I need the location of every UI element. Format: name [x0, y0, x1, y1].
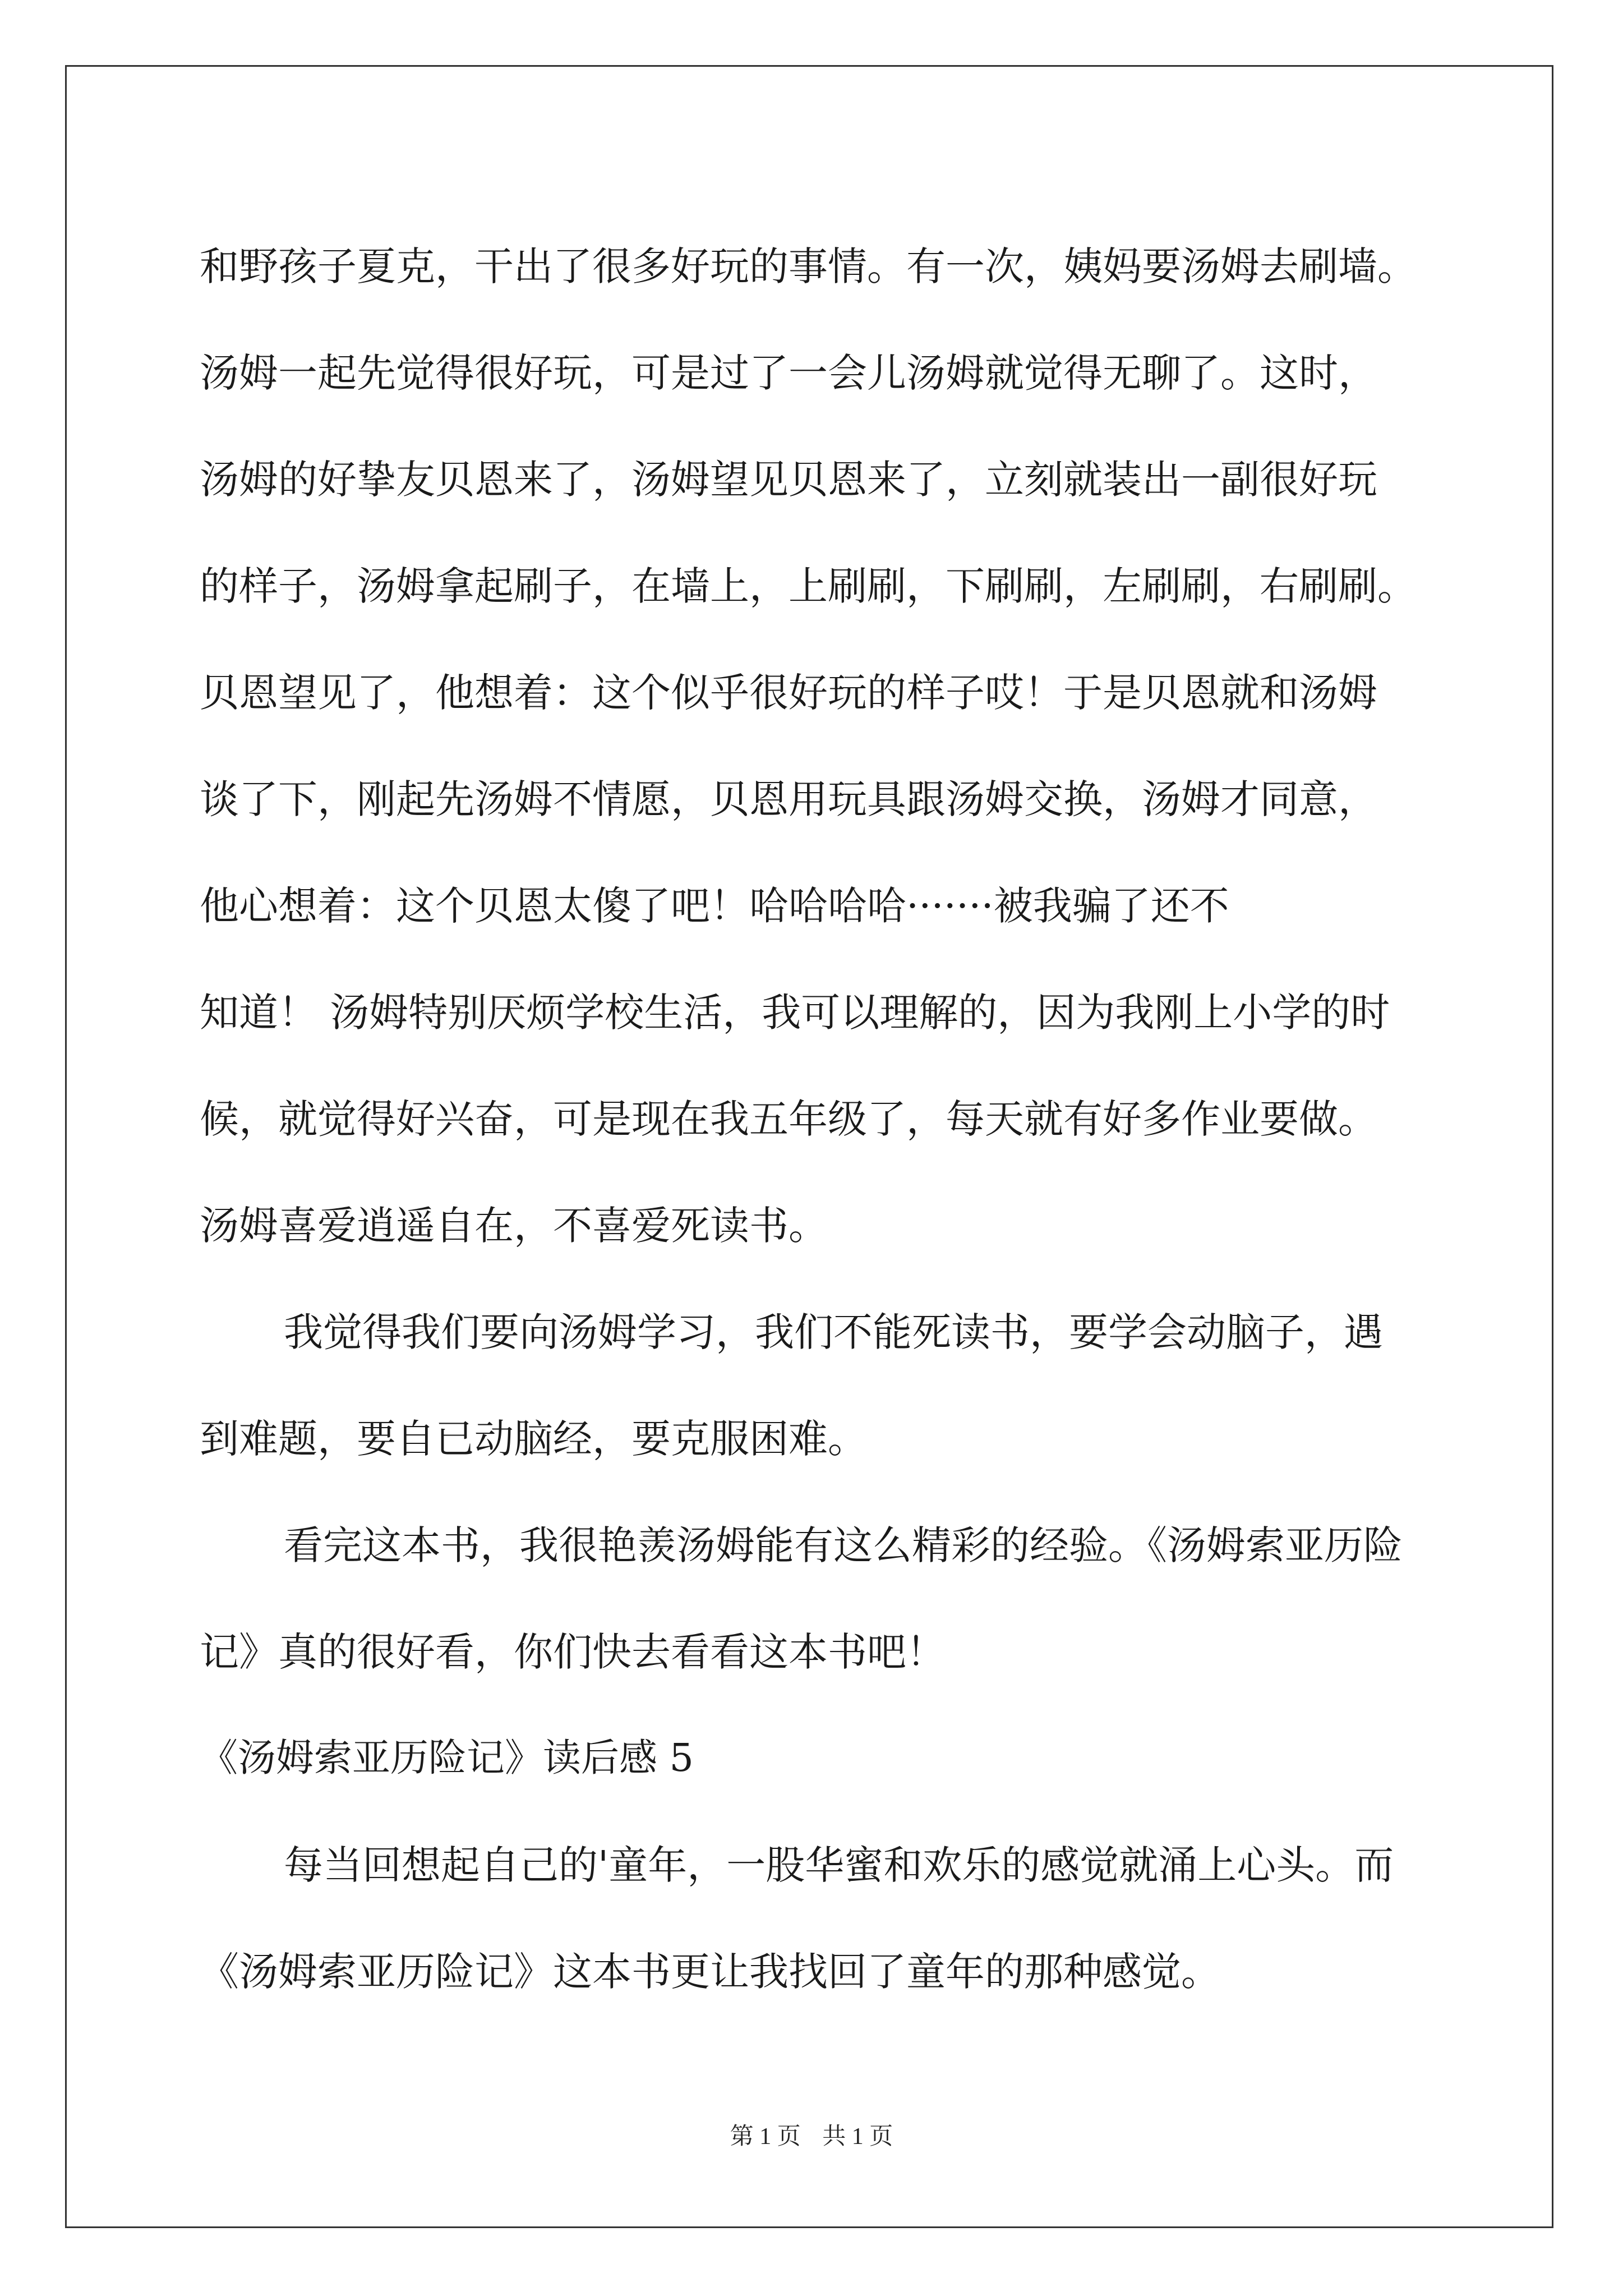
text-line: 贝恩望见了，他想着：这个似乎很好玩的样子哎！于是贝恩就和汤姆 — [200, 670, 1377, 716]
section-heading: 《汤姆索亚历险记》读后感 5 — [200, 1736, 694, 1780]
paragraph-2 — [200, 1279, 1428, 1492]
page-footer — [0, 2118, 1623, 2151]
text-line: 记》真的很好看，你们快去看看这本书吧！ — [200, 1629, 946, 1675]
text-line: 汤姆喜爱逍遥自在，不喜爱死读书。 — [200, 1203, 828, 1249]
text-line: 到难题，要自已动脑经，要克服困难。 — [200, 1416, 867, 1462]
text-line: 每当回想起自己的'童年，一股华蜜和欢乐的感觉就涌上心头。而 — [284, 1842, 1394, 1888]
document-body — [200, 213, 1428, 2025]
text-line: 汤姆一起先觉得很好玩，可是过了一会儿汤姆就觉得无聊了。这时， — [200, 350, 1377, 396]
paragraph-4 — [200, 1812, 1428, 2025]
page-number: 第 1 页 — [730, 2124, 801, 2150]
text-line: 和野孩子夏克，干出了很多好玩的事情。有一次，姨妈要汤姆去刷墙。 — [200, 243, 1417, 289]
text-line: 我觉得我们要向汤姆学习，我们不能死读书，要学会动脑子，遇 — [284, 1309, 1383, 1355]
text-line: 《汤姆索亚历险记》这本书更让我找回了童年的那种感觉。 — [200, 1949, 1220, 1995]
page-total: 共 1 页 — [822, 2124, 893, 2150]
paragraph-1 — [200, 213, 1428, 1279]
text-line: 他心想着：这个贝恩太傻了吧！哈哈哈哈·······被我骗了还不 — [200, 883, 1229, 929]
text-line: 看完这本书，我很艳羡汤姆能有这么精彩的经验。《汤姆索亚历险 — [284, 1522, 1403, 1568]
text-line: 知道！ 汤姆特别厌烦学校生活，我可以理解的，因为我刚上小学的时 — [200, 990, 1390, 1036]
text-line: 的样子，汤姆拿起刷子，在墙上，上刷刷，下刷刷，左刷刷，右刷刷。 — [200, 563, 1417, 609]
text-line: 汤姆的好挚友贝恩来了，汤姆望见贝恩来了，立刻就装出一副很好玩 — [200, 457, 1377, 503]
text-line: 谈了下，刚起先汤姆不情愿，贝恩用玩具跟汤姆交换，汤姆才同意， — [200, 776, 1377, 822]
paragraph-3 — [200, 1492, 1428, 1705]
text-line: 候，就觉得好兴奋，可是现在我五年级了，每天就有好多作业要做。 — [200, 1096, 1377, 1142]
